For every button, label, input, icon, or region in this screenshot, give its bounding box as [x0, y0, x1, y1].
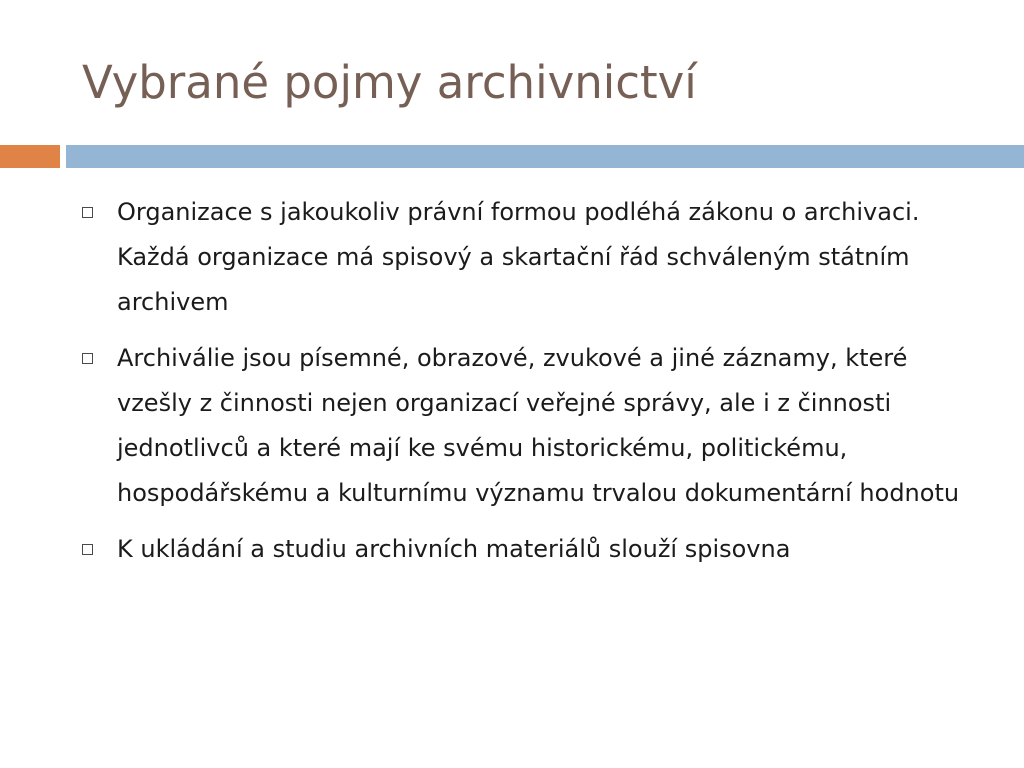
bullet-text: K ukládání a studiu archivních materiálů slouží spisovna: [117, 535, 791, 563]
hollow-square-icon: [82, 207, 93, 218]
bullet-item: [80, 190, 985, 325]
bullet-list: [80, 190, 985, 583]
accent-bar-blue: [66, 145, 1024, 168]
hollow-square-icon: [82, 544, 93, 555]
bullet-text: Organizace s jakoukoliv právní formou podléhá zákonu o archivaci. Každá organizace má spisový a skartační řád schváleným státním archivem: [117, 198, 920, 316]
hollow-square-icon: [82, 353, 93, 364]
bullet-item: [80, 336, 985, 516]
bullet-text: Archiválie jsou písemné, obrazové, zvukové a jiné záznamy, které vzešly z činnosti nejen organizací veřejné správy, ale i z činnosti jednotlivců a které mají ke svému historickému, politickému, hospodářskému a kulturnímu významu trvalou dokumentární hodnotu: [117, 344, 960, 507]
slide-title: Vybrané pojmy archivnictví: [82, 56, 697, 109]
bullet-item: [80, 527, 985, 572]
accent-bar-orange: [0, 145, 60, 168]
